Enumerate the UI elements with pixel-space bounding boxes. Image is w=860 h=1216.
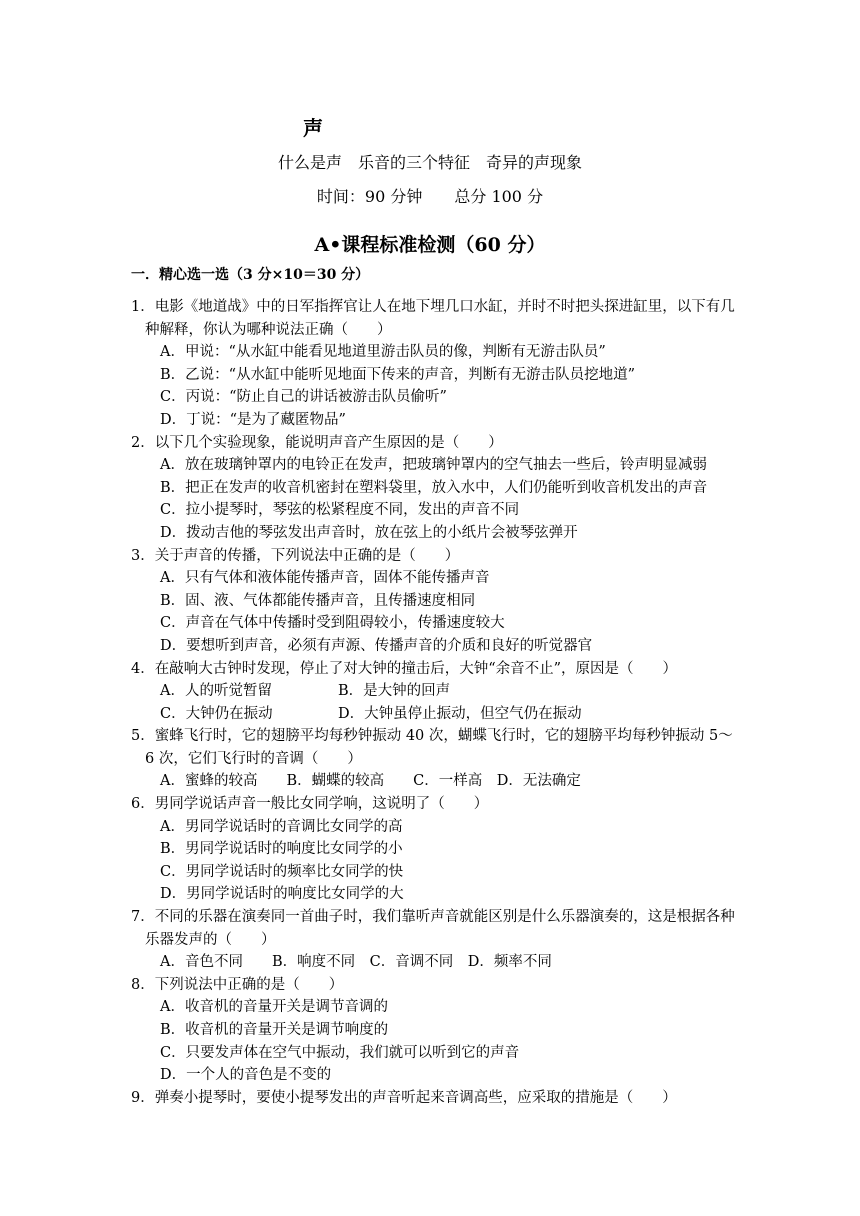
question-4: [131, 658, 736, 726]
option-d: D．大钟虽停止振动，但空气仍在振动: [338, 705, 582, 722]
question-6: [131, 793, 736, 906]
question-8: [131, 974, 736, 1087]
option-a: A．人的听觉暂留: [160, 683, 272, 700]
question-9: [131, 1087, 736, 1110]
question-stem: 4．在敲响大古钟时发现，停止了对大钟的撞击后，大钟“余音不止”，原因是（ ）: [131, 660, 678, 677]
option-a: A．男同学说话时的音调比女同学的高: [160, 818, 403, 835]
page-title: 声: [303, 116, 323, 140]
option-b: B．把正在发声的收音机密封在塑料袋里，放入水中，人们仍能听到收音机发出的声音: [160, 479, 708, 496]
question-7: [131, 906, 736, 974]
question-stem: 2．以下几个实验现象，能说明声音产生原因的是（ ）: [131, 434, 503, 451]
option-a: A．只有气体和液体能传播声音，固体不能传播声音: [160, 570, 490, 587]
option-c: C．大钟仍在振动: [160, 705, 273, 722]
option-row: [131, 703, 736, 726]
question-3: [131, 545, 736, 658]
option-d: D．男同学说话时的响度比女同学的大: [160, 886, 404, 903]
question-list: [131, 296, 736, 1109]
option-b: B．男同学说话时的响度比女同学的小: [160, 841, 403, 858]
option-a: A．甲说：“从水缸中能看见地道里游击队员的像，判断有无游击队员”: [160, 344, 606, 361]
subtitle-topics: 什么是声 乐音的三个特征 奇异的声现象: [277, 153, 582, 172]
question-stem: 9．弹奏小提琴时，要使小提琴发出的声音听起来音调高些，应采取的措施是（ ）: [131, 1089, 677, 1106]
inline-options: A．音色不同 B．响度不同 C．音调不同 D．频率不同: [160, 954, 552, 971]
option-b: B．是大钟的回声: [338, 683, 451, 700]
option-c: C．丙说：“防止自己的讲话被游击队员偷听”: [160, 389, 447, 406]
option-c: C．拉小提琴时，琴弦的松紧程度不同，发出的声音不同: [160, 502, 520, 519]
option-c: C．只要发声体在空气中振动，我们就可以听到它的声音: [160, 1044, 520, 1061]
option-c: C．声音在气体中传播时受到阻碍较小，传播速度较大: [160, 615, 505, 632]
question-1: [131, 296, 736, 432]
part-heading: 一．精心选一选（3 分×10＝30 分）: [131, 267, 370, 283]
time-score-line: 时间：90 分钟 总分 100 分: [316, 187, 544, 206]
question-stem: 8．下列说法中正确的是（ ）: [131, 976, 344, 993]
question-stem: 1．电影《地道战》中的日军指挥官让人在地下埋几口水缸，并时不时把头探进缸里，以下有几种解释，你认为哪种说法正确（ ）: [131, 299, 735, 338]
question-5: [131, 725, 736, 793]
inline-options: A．蜜蜂的较高 B．蝴蝶的较高 C．一样高 D．无法确定: [160, 773, 581, 790]
option-b: B．乙说：“从水缸中能听见地面下传来的声音，判断有无游击队员挖地道”: [160, 366, 635, 383]
option-row: [131, 680, 736, 703]
option-c: C．男同学说话时的频率比女同学的快: [160, 863, 404, 880]
section-heading: A•课程标准检测（60 分）: [314, 234, 546, 256]
question-stem: 7．不同的乐器在演奏同一首曲子时，我们靠听声音就能区别是什么乐器演奏的，这是根据各种乐器发声的（ ）: [131, 909, 735, 948]
option-d: D．拨动吉他的琴弦发出声音时，放在弦上的小纸片会被琴弦弹开: [160, 524, 578, 541]
option-a: A．收音机的音量开关是调节音调的: [160, 999, 388, 1016]
option-d: D．要想听到声音，必须有声源、传播声音的介质和良好的听觉器官: [160, 637, 593, 654]
option-b: B．固、液、气体都能传播声音，且传播速度相同: [160, 592, 476, 609]
option-a: A．放在玻璃钟罩内的电铃正在发声，把玻璃钟罩内的空气抽去一些后，铃声明显减弱: [160, 457, 707, 474]
question-stem: 5．蜜蜂飞行时，它的翅膀平均每秒钟振动 40 次，蝴蝶飞行时，它的翅膀平均每秒钟振动 5～6 次，它们飞行时的音调（ ）: [131, 728, 733, 767]
option-d: D．一个人的音色是不变的: [160, 1067, 332, 1084]
option-d: D．丁说：“是为了藏匿物品”: [160, 411, 346, 428]
question-stem: 3．关于声音的传播，下列说法中正确的是（ ）: [131, 547, 460, 564]
question-2: [131, 432, 736, 545]
question-stem: 6．男同学说话声音一般比女同学响，这说明了（ ）: [131, 796, 489, 813]
option-b: B．收音机的音量开关是调节响度的: [160, 1022, 389, 1038]
